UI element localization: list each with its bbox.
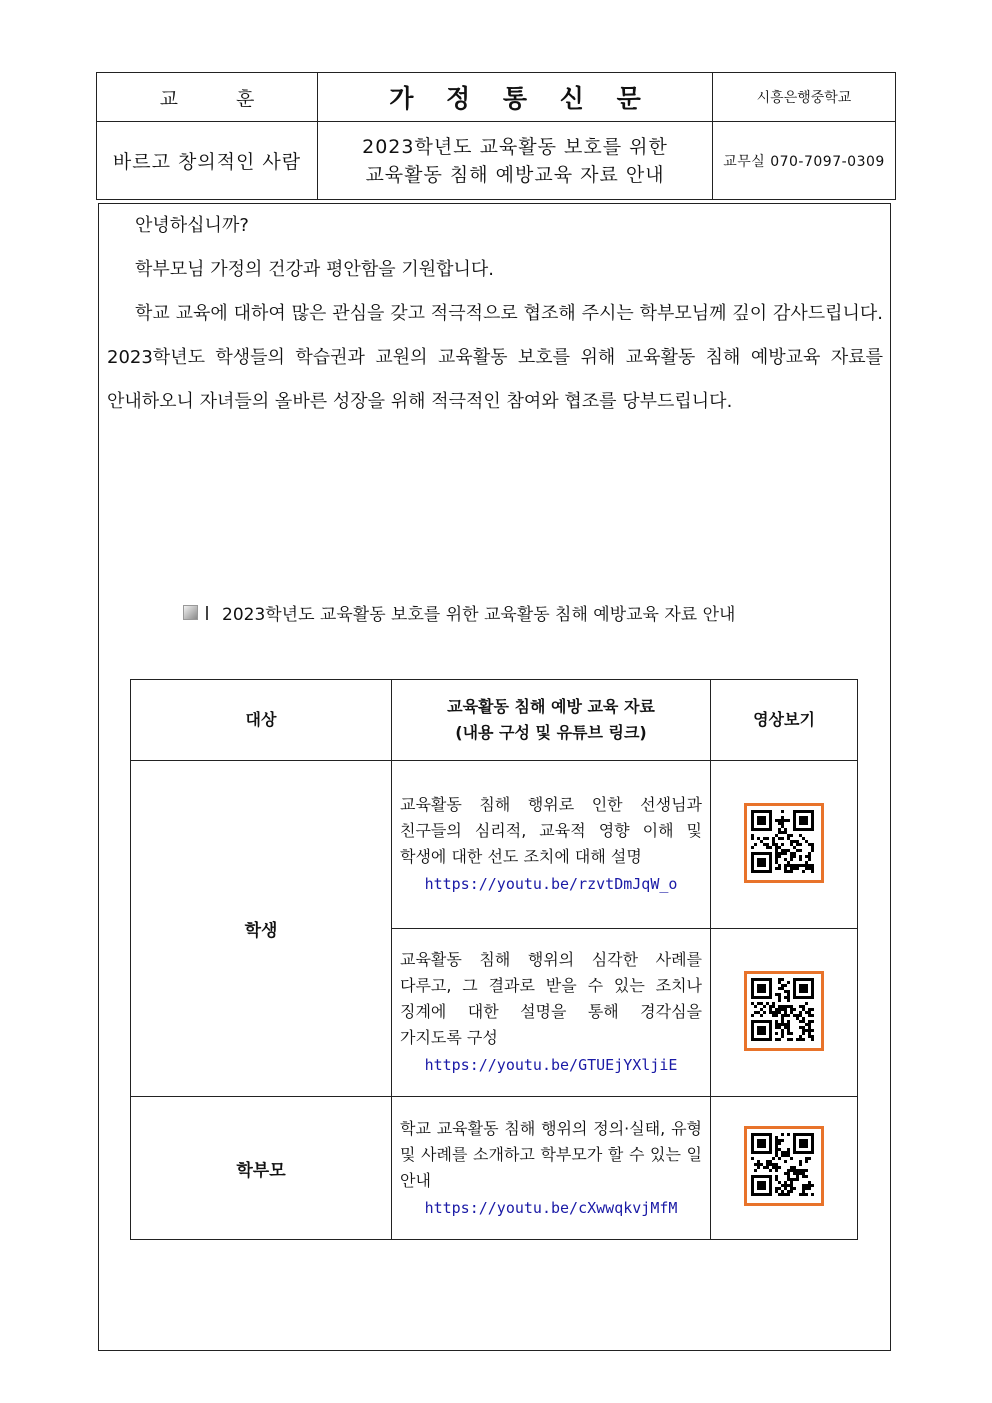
main-paragraph: 학교 교육에 대하여 많은 관심을 갖고 적극적으로 협조해 주시는 학부모님께 깊이 감사드립니다. 2023학년도 학생들의 학습권과 교원의 교육활동 보호를 위해 교육활동 침해 예방교육 자료를 안내하오니 자녀들의 올바른 성장을 위해 적극적인 참여와 협조를 당부드립니다. bbox=[107, 303, 883, 412]
qr-code-icon[interactable] bbox=[744, 803, 824, 883]
description-cell bbox=[392, 929, 711, 1097]
youtube-link[interactable]: https://youtu.be/GTUEjYXljiE bbox=[424, 1056, 678, 1074]
header-table bbox=[96, 72, 896, 200]
target-parent: 학부모 bbox=[131, 1097, 392, 1240]
description: 교육활동 침해 행위로 인한 선생님과 친구들의 심리적, 교육적 영향 이해 및 학생에 대한 선도 조치에 대해 설명 bbox=[400, 795, 702, 866]
school-motto: 바르고 창의적인 사람 bbox=[97, 122, 318, 200]
description-cell bbox=[392, 1097, 711, 1240]
qr-pattern bbox=[751, 978, 814, 1041]
youtube-link[interactable]: https://youtu.be/cXwwqkvjMfM bbox=[424, 1198, 678, 1217]
header-material-line-1: 교육활동 침해 예방 교육 자료 bbox=[447, 697, 655, 716]
greeting: 안녕하십니까? bbox=[135, 215, 249, 236]
header-video: 영상보기 bbox=[711, 680, 858, 761]
header-material-line-2: (내용 구성 및 유튜브 링크) bbox=[455, 723, 647, 742]
motto-label: 교 훈 bbox=[97, 73, 318, 122]
newsletter-title: 가 정 통 신 문 bbox=[318, 73, 713, 122]
section-title: 2023학년도 교육활동 보호를 위한 교육활동 침해 예방교육 자료 안내 bbox=[222, 605, 736, 625]
target-student: 학생 bbox=[131, 761, 392, 1097]
qr-cell bbox=[711, 761, 858, 929]
qr-pattern bbox=[751, 810, 814, 873]
office-phone: 교무실 070-7097-0309 bbox=[713, 122, 896, 200]
table-header-row bbox=[131, 680, 858, 761]
table-row bbox=[131, 1097, 858, 1240]
section-heading bbox=[183, 600, 735, 625]
description: 학교 교육활동 침해 행위의 정의·실태, 유형 및 사례를 소개하고 학부모가 할 수 있는 일 안내 bbox=[400, 1118, 702, 1190]
qr-cell bbox=[711, 1097, 858, 1240]
qr-code-icon[interactable] bbox=[744, 1126, 824, 1206]
subject-line-2: 교육활동 침해 예방교육 자료 안내 bbox=[365, 163, 665, 186]
resource-table bbox=[130, 679, 858, 1240]
description-cell bbox=[392, 761, 711, 929]
square-bullet-icon bbox=[183, 605, 198, 620]
letter-body bbox=[98, 203, 891, 1351]
qr-cell bbox=[711, 929, 858, 1097]
header-material bbox=[392, 680, 711, 761]
qr-code-icon[interactable] bbox=[744, 971, 824, 1051]
qr-pattern bbox=[751, 1133, 814, 1196]
header-target: 대상 bbox=[131, 680, 392, 761]
youtube-link[interactable]: https://youtu.be/rzvtDmJqW_o bbox=[424, 875, 678, 893]
divider-bar bbox=[206, 606, 208, 620]
school-name: 시흥은행중학교 bbox=[713, 73, 896, 122]
description: 교육활동 침해 행위의 심각한 사례를 다루고, 그 결과로 받을 수 있는 조치나 징계에 대한 설명을 통해 경각심을 가지도록 구성 bbox=[400, 950, 702, 1047]
table-row bbox=[131, 761, 858, 929]
subject-line-1: 2023학년도 교육활동 보호를 위한 bbox=[362, 135, 668, 158]
wish-sentence: 학부모님 가정의 건강과 평안함을 기원합니다. bbox=[135, 259, 494, 280]
subject bbox=[318, 122, 713, 200]
